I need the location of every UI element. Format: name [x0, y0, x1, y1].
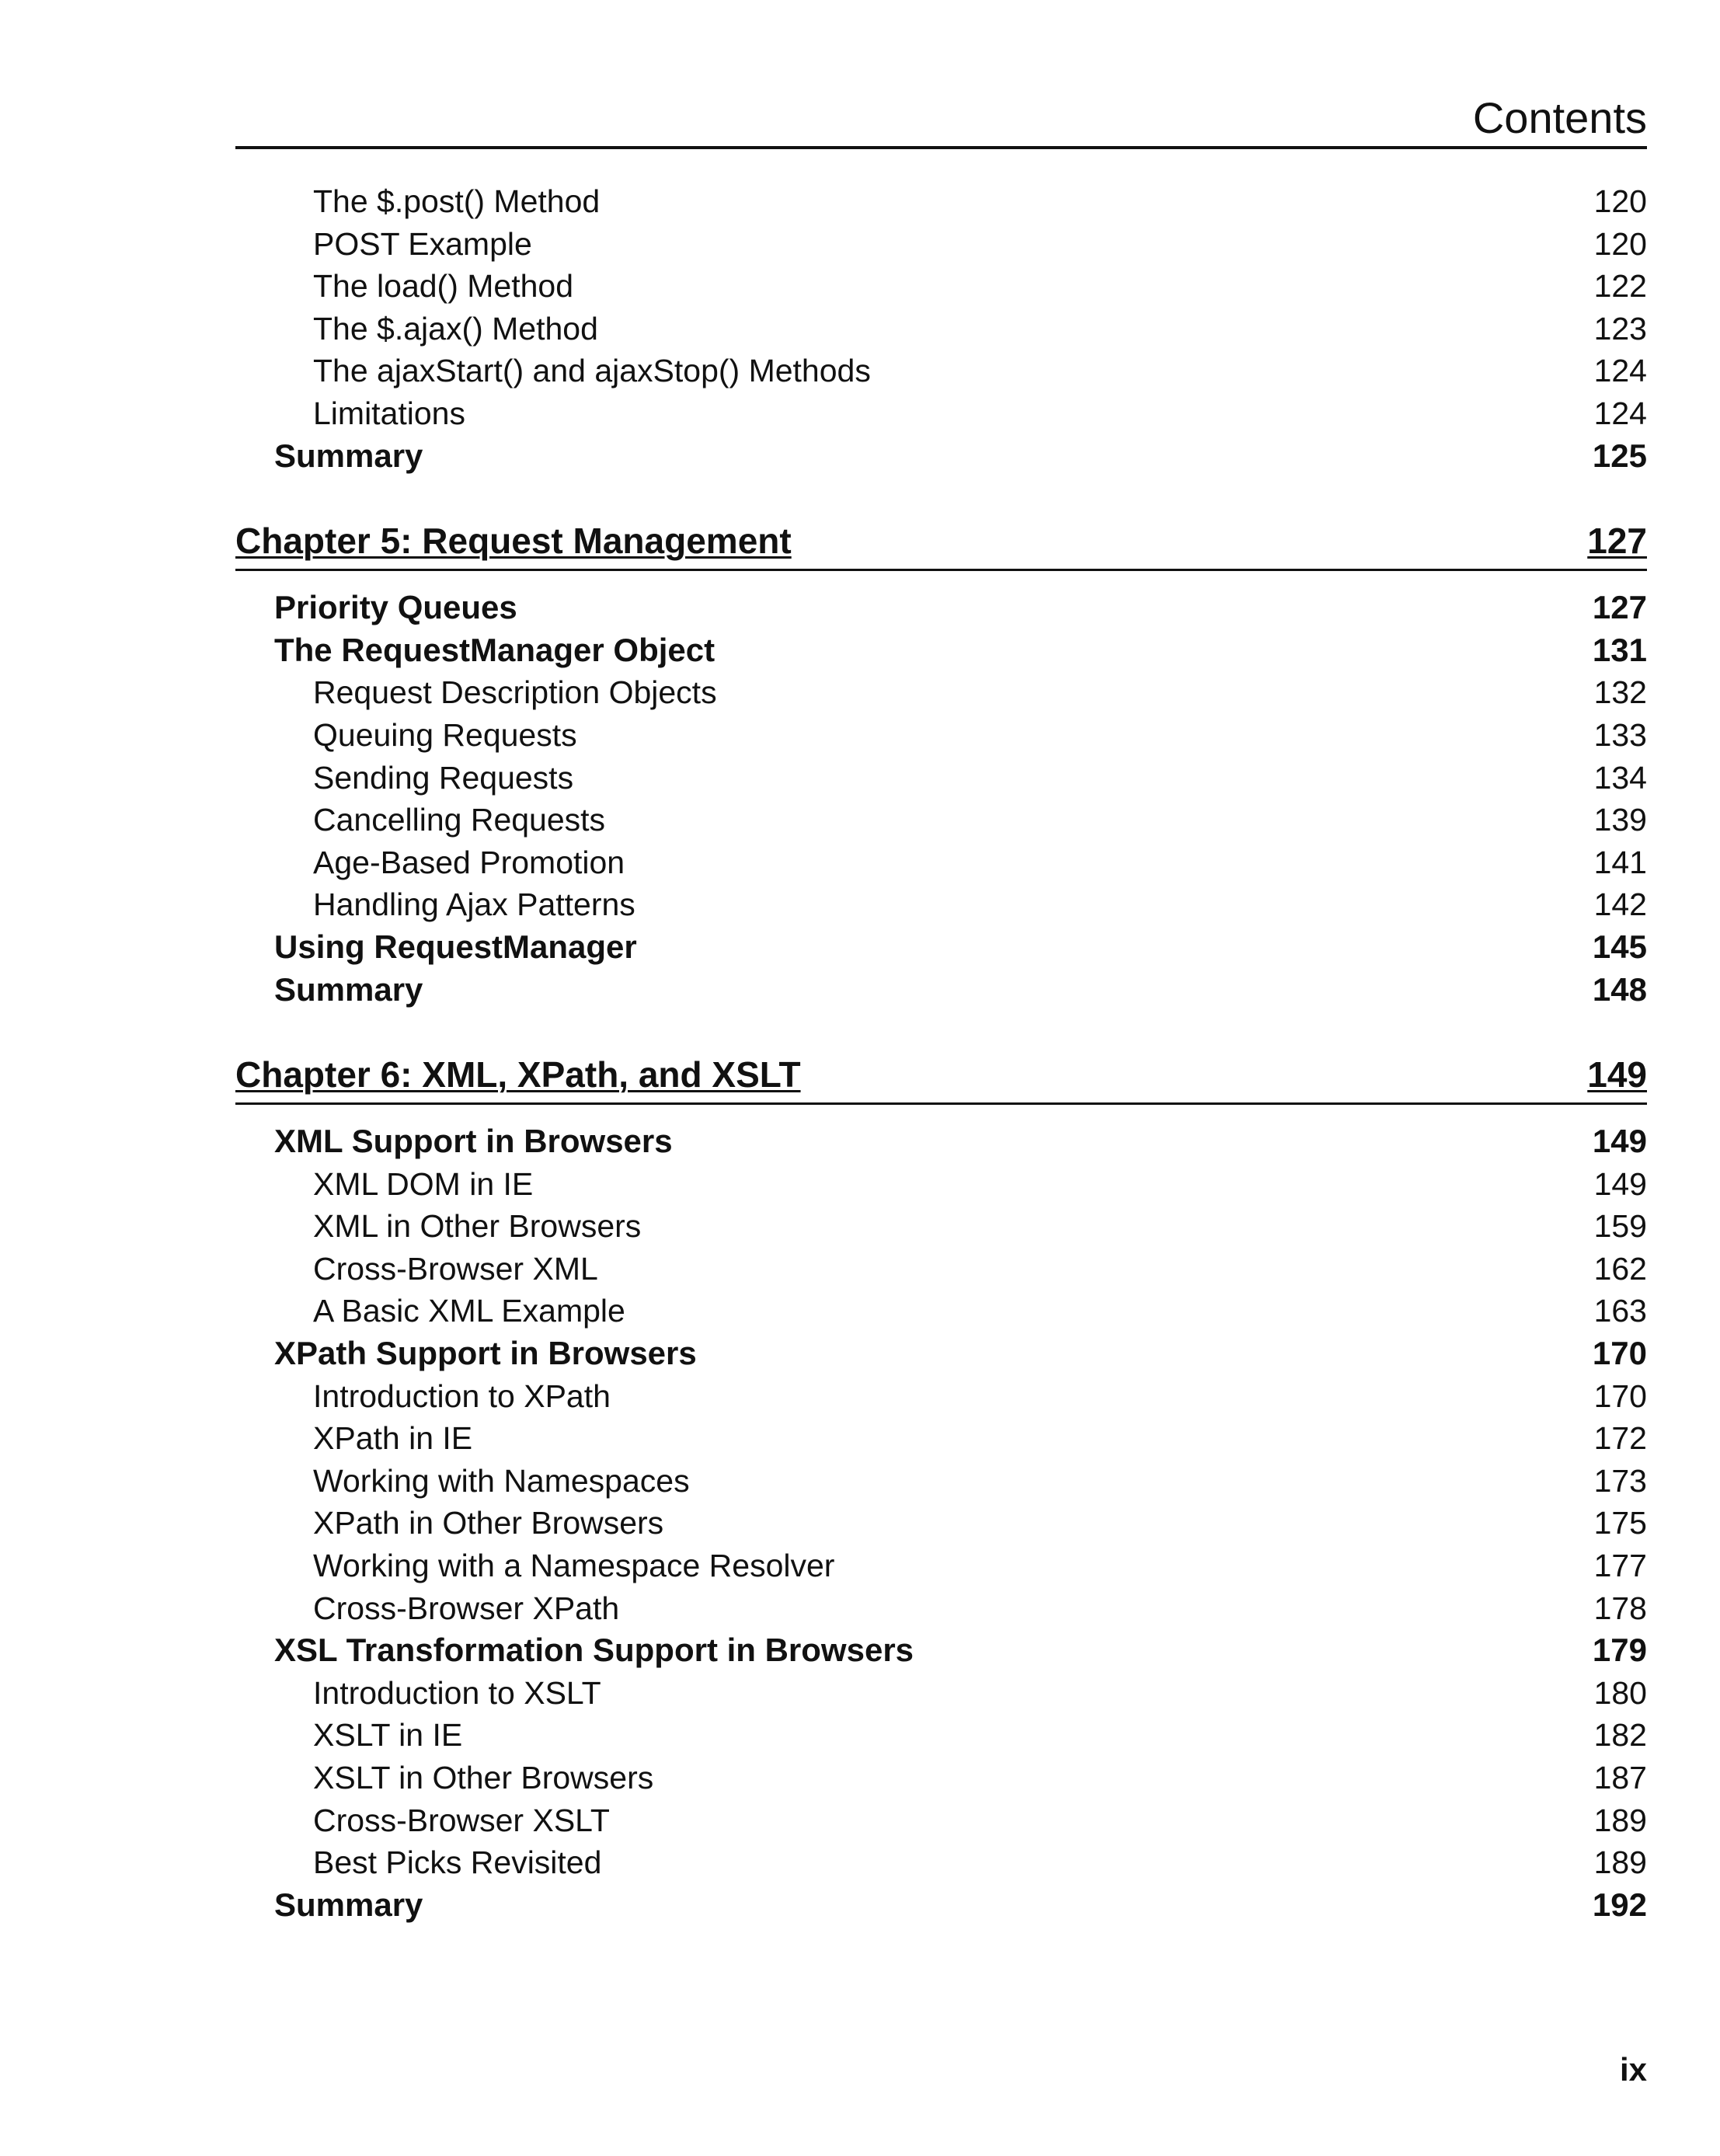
running-head: Contents: [1472, 93, 1647, 142]
toc-entry-title: Introduction to XSLT: [313, 1674, 601, 1711]
toc-entry-page: 172: [1593, 1420, 1647, 1457]
toc-entry-page: 127: [1587, 521, 1647, 562]
toc-entry-title: The load() Method: [313, 268, 574, 305]
toc-entry-title: Introduction to XPath: [313, 1378, 611, 1414]
toc-entry-title: Cancelling Requests: [313, 802, 606, 838]
toc-subsection-entry[interactable]: [235, 1248, 1647, 1290]
toc-subsection-entry[interactable]: [235, 350, 1647, 392]
toc-subsection-entry[interactable]: [235, 1502, 1647, 1545]
toc-entry-title: Queuing Requests: [313, 716, 577, 753]
toc-section-entry[interactable]: [235, 435, 1647, 478]
toc-entry-page: 178: [1593, 1590, 1647, 1626]
toc-entry-page: 149: [1592, 1123, 1647, 1160]
toc-subsection-entry[interactable]: [235, 757, 1647, 799]
toc-entry-page: 170: [1592, 1335, 1647, 1372]
toc-entry-page: 127: [1592, 589, 1647, 626]
toc-entry-title: XML in Other Browsers: [313, 1208, 642, 1245]
page-header: [235, 78, 1647, 149]
toc-entry-page: 123: [1593, 310, 1647, 347]
toc-section-entry[interactable]: [235, 1120, 1647, 1163]
toc-subsection-entry[interactable]: [235, 1205, 1647, 1248]
toc-subsection-entry[interactable]: [235, 1163, 1647, 1206]
toc-entry-page: 134: [1593, 759, 1647, 796]
toc-entry-page: 145: [1592, 928, 1647, 965]
toc-entry-page: 173: [1593, 1462, 1647, 1499]
toc-entry-page: 192: [1592, 1886, 1647, 1923]
toc-entry-page: 149: [1593, 1165, 1647, 1202]
toc-entry-title: Cross-Browser XSLT: [313, 1802, 610, 1838]
toc-section-entry[interactable]: [235, 926, 1647, 969]
toc-entry-title: The $.post() Method: [313, 183, 601, 219]
toc-subsection-entry[interactable]: [235, 180, 1647, 223]
toc-entry-title: Cross-Browser XPath: [313, 1590, 620, 1626]
toc-entry-page: 124: [1593, 395, 1647, 431]
toc-entry-page: 162: [1593, 1250, 1647, 1287]
toc-subsection-entry[interactable]: [235, 223, 1647, 266]
toc-entry-title: Chapter 6: XML, XPath, and XSLT: [235, 1054, 801, 1095]
toc-entry-page: 170: [1593, 1378, 1647, 1414]
toc-entry-title: XSLT in IE: [313, 1717, 463, 1754]
toc-entry-title: Request Description Objects: [313, 674, 717, 711]
toc-entry-page: 122: [1593, 268, 1647, 305]
toc-subsection-entry[interactable]: [235, 1587, 1647, 1630]
toc-entry-title: XPath in IE: [313, 1420, 473, 1457]
toc-entry-title: Summary: [274, 437, 423, 474]
toc-entry-title: XSLT in Other Browsers: [313, 1760, 654, 1796]
toc-entry-page: 120: [1593, 225, 1647, 262]
toc-entry-page: 120: [1593, 183, 1647, 219]
toc-subsection-entry[interactable]: [235, 671, 1647, 714]
toc-entry-title: Limitations: [313, 395, 465, 431]
toc-entry-page: 179: [1592, 1632, 1647, 1669]
toc-subsection-entry[interactable]: [235, 1290, 1647, 1332]
toc-entry-page: 141: [1593, 844, 1647, 880]
toc-subsection-entry[interactable]: [235, 883, 1647, 926]
toc-entry-title: Using RequestManager: [274, 928, 637, 965]
toc-subsection-entry[interactable]: [235, 1841, 1647, 1884]
toc-entry-page: 149: [1587, 1054, 1647, 1095]
toc-entry-title: Priority Queues: [274, 589, 517, 626]
toc-subsection-entry[interactable]: [235, 1545, 1647, 1587]
toc-entry-title: Best Picks Revisited: [313, 1844, 602, 1881]
toc-section-entry[interactable]: [235, 969, 1647, 1012]
toc-subsection-entry[interactable]: [235, 265, 1647, 308]
toc-subsection-entry[interactable]: [235, 1417, 1647, 1460]
toc-entry-page: 132: [1593, 674, 1647, 711]
toc-entry-page: 163: [1593, 1293, 1647, 1329]
toc-section-entry[interactable]: [235, 1629, 1647, 1672]
toc-entry-page: 180: [1593, 1674, 1647, 1711]
toc-subsection-entry[interactable]: [235, 799, 1647, 841]
toc-entry-title: Working with a Namespace Resolver: [313, 1548, 835, 1584]
toc-entry-page: 175: [1593, 1505, 1647, 1541]
toc-entry-title: Handling Ajax Patterns: [313, 886, 635, 923]
toc-entry-title: The ajaxStart() and ajaxStop() Methods: [313, 353, 871, 389]
toc-entry-page: 133: [1593, 716, 1647, 753]
toc-entry-page: 131: [1592, 631, 1647, 668]
toc-entry-page: 177: [1593, 1548, 1647, 1584]
toc-section-entry[interactable]: [235, 587, 1647, 629]
toc-subsection-entry[interactable]: [235, 1375, 1647, 1418]
toc-entry-page: 159: [1593, 1208, 1647, 1245]
toc-entry-title: Age-Based Promotion: [313, 844, 625, 880]
toc-entry-page: 139: [1593, 802, 1647, 838]
toc-section-entry[interactable]: [235, 629, 1647, 672]
toc-subsection-entry[interactable]: [235, 841, 1647, 884]
table-of-contents: [235, 180, 1647, 1926]
toc-entry-page: 182: [1593, 1717, 1647, 1754]
toc-entry-title: Working with Namespaces: [313, 1462, 690, 1499]
toc-entry-title: Summary: [274, 1886, 423, 1923]
toc-entry-title: Summary: [274, 970, 423, 1008]
toc-entry-title: The RequestManager Object: [274, 631, 716, 668]
toc-entry-title: XML DOM in IE: [313, 1165, 534, 1202]
toc-entry-title: Sending Requests: [313, 759, 574, 796]
toc-subsection-entry[interactable]: [235, 1757, 1647, 1799]
toc-entry-page: 189: [1593, 1844, 1647, 1881]
toc-subsection-entry[interactable]: [235, 1714, 1647, 1757]
toc-subsection-entry[interactable]: [235, 1672, 1647, 1715]
toc-entry-page: 125: [1592, 437, 1647, 474]
toc-chapter-entry[interactable]: [235, 1051, 1647, 1105]
toc-subsection-entry[interactable]: [235, 1799, 1647, 1842]
toc-section-entry[interactable]: [235, 1332, 1647, 1375]
toc-section-entry[interactable]: [235, 1884, 1647, 1927]
toc-entry-page: 148: [1592, 970, 1647, 1008]
toc-subsection-entry[interactable]: [235, 714, 1647, 757]
toc-subsection-entry[interactable]: [235, 1460, 1647, 1503]
toc-subsection-entry[interactable]: [235, 308, 1647, 350]
toc-entry-title: XSL Transformation Support in Browsers: [274, 1632, 914, 1669]
toc-entry-page: 142: [1593, 886, 1647, 923]
toc-entry-title: Cross-Browser XML: [313, 1250, 598, 1287]
toc-entry-title: The $.ajax() Method: [313, 310, 598, 347]
toc-entry-title: XPath in Other Browsers: [313, 1505, 664, 1541]
toc-subsection-entry[interactable]: [235, 392, 1647, 435]
toc-entry-title: POST Example: [313, 225, 532, 262]
toc-entry-title: XPath Support in Browsers: [274, 1335, 697, 1372]
toc-entry-title: Chapter 5: Request Management: [235, 521, 792, 562]
toc-entry-title: XML Support in Browsers: [274, 1123, 673, 1160]
toc-chapter-entry[interactable]: [235, 517, 1647, 571]
page-number: ix: [1619, 2051, 1647, 2088]
toc-entry-title: A Basic XML Example: [313, 1293, 625, 1329]
toc-entry-page: 124: [1593, 353, 1647, 389]
toc-entry-page: 189: [1593, 1802, 1647, 1838]
toc-entry-page: 187: [1593, 1760, 1647, 1796]
